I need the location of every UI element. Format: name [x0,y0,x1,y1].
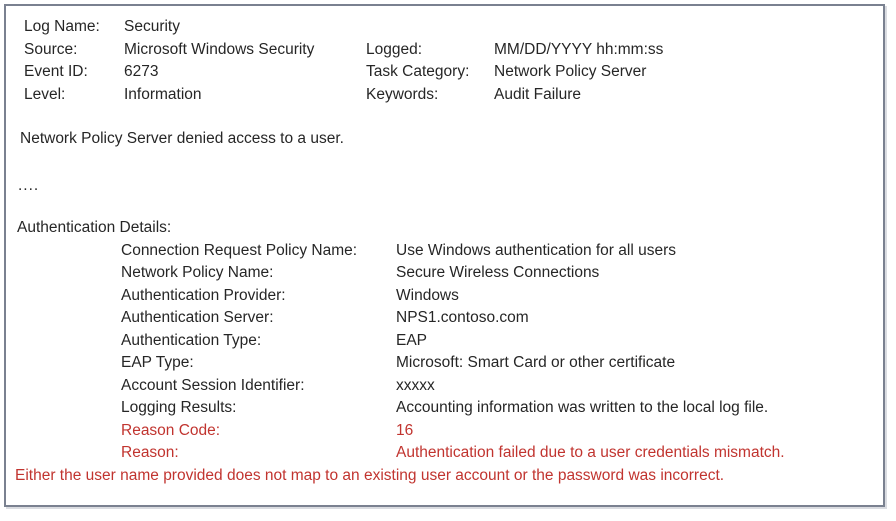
detail-label: Reason: [121,444,179,461]
detail-row-reason [121,442,873,465]
detail-row-authentication-server [121,307,873,330]
detail-value: EAP [396,331,428,349]
detail-value: 16 [396,421,414,439]
detail-label: Authentication Provider: [121,286,286,304]
task-category-value: Network Policy Server [494,63,647,80]
detail-value: Secure Wireless Connections [396,264,600,281]
detail-label: Logging Results: [121,399,237,416]
header-row-source-logged [24,39,873,62]
authentication-details-list [24,240,873,465]
event-id-value: 6273 [124,63,159,80]
header-row-log-name [24,16,873,39]
detail-row-network-policy-name [121,262,873,285]
detail-label: Account Session Identifier: [121,376,305,394]
detail-value: xxxxx [396,376,435,394]
authentication-details-title: Authentication Details: [17,219,172,236]
level-label: Level: [24,85,66,103]
detail-label: EAP Type: [121,354,194,371]
source-label: Source: [24,40,78,58]
header-row-eventid-taskcategory [24,61,873,84]
detail-row-authentication-provider [121,285,873,308]
detail-label: Connection Request Policy Name: [121,241,358,259]
detail-value: Accounting information was written to the local log file. [396,399,769,416]
detail-row-reason-code [121,420,873,443]
detail-label: Network Policy Name: [121,264,274,281]
detail-row-connection-request-policy [121,240,873,263]
event-description: Network Policy Server denied access to a user. [20,130,344,147]
detail-value: Authentication failed due to a user credentials mismatch. [396,444,785,461]
detail-label: Authentication Server: [121,309,274,326]
keywords-value: Audit Failure [494,85,582,103]
logged-value: MM/DD/YYYY hh:mm:ss [494,40,664,58]
source-value: Microsoft Windows Security [124,40,315,58]
keywords-label: Keywords: [366,85,439,103]
header-row-level-keywords [24,84,873,107]
header-spacer [366,16,494,39]
detail-row-logging-results [121,397,873,420]
failure-explanation-note: Either the user name provided does not map to an existing user account or the password was incorrect. [15,466,725,484]
log-name-value: Security [124,18,180,35]
ellipsis-text: .... [18,176,40,194]
logged-label: Logged: [366,40,423,58]
event-id-label: Event ID: [24,63,88,80]
detail-value: Use Windows authentication for all users [396,241,676,259]
detail-label: Authentication Type: [121,331,262,349]
detail-value: Microsoft: Smart Card or other certificate [396,354,676,371]
event-log-panel [4,4,885,507]
detail-row-authentication-type [121,330,873,353]
detail-value: NPS1.contoso.com [396,309,529,326]
level-value: Information [124,85,202,103]
event-header [24,16,873,106]
detail-label: Reason Code: [121,421,221,439]
detail-row-account-session-identifier [121,375,873,398]
task-category-label: Task Category: [366,63,470,80]
header-spacer [494,16,873,39]
log-name-label: Log Name: [24,18,100,35]
detail-row-eap-type [121,352,873,375]
detail-value: Windows [396,286,459,304]
